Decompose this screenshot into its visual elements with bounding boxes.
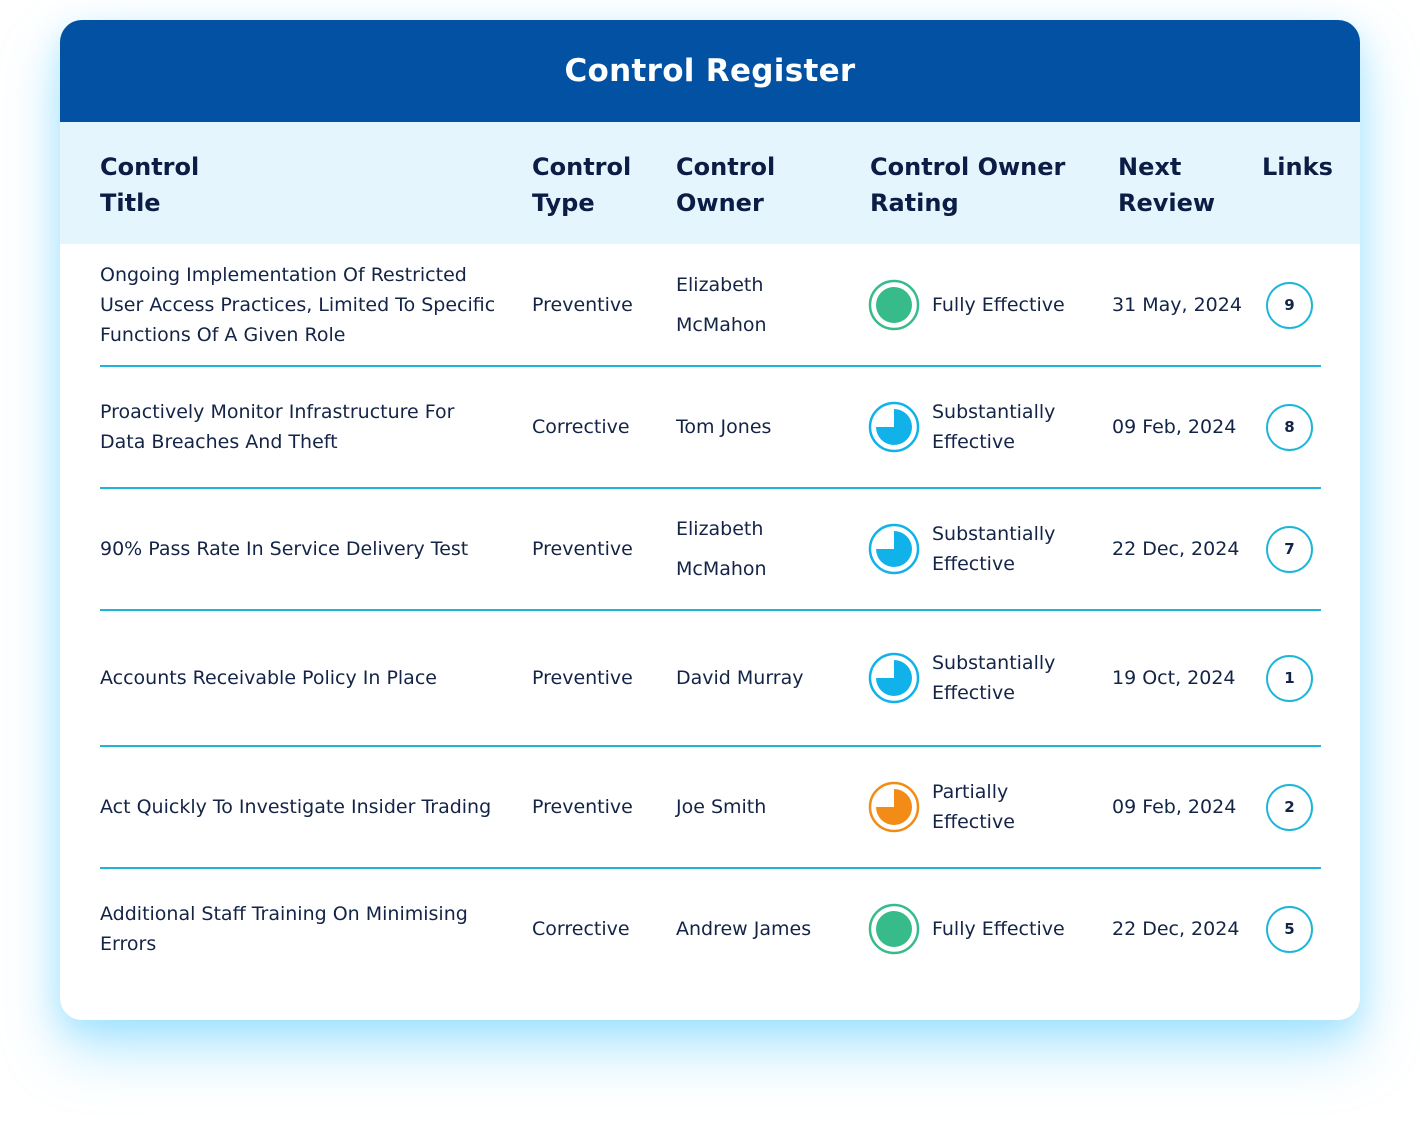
column-header-type-line1: Control: [532, 153, 632, 181]
control-register-card: [60, 20, 1360, 1020]
rating-label: Partially Effective: [932, 781, 1015, 833]
control-rating: [868, 366, 1078, 488]
column-header-title-line2: Title: [100, 189, 161, 217]
column-header-owner[interactable]: [676, 149, 775, 221]
control-rating: [868, 488, 1078, 610]
control-title: Additional Staff Training On Minimising Errors: [100, 903, 468, 955]
table-row[interactable]: [100, 610, 1321, 746]
rating-label: Fully Effective: [932, 294, 1065, 316]
links-count-badge[interactable]: 9: [1266, 282, 1313, 329]
table-row[interactable]: [100, 868, 1321, 990]
rating-label: Substantially Effective: [932, 523, 1056, 575]
rating-label: Substantially Effective: [932, 401, 1056, 453]
column-header-review-line1: Next: [1118, 153, 1182, 181]
column-header-rating[interactable]: [870, 149, 1065, 221]
next-review-date: 09 Feb, 2024: [1112, 796, 1237, 818]
control-type: Corrective: [532, 416, 630, 438]
control-type: Preventive: [532, 667, 633, 689]
links-cell: [1266, 244, 1313, 366]
column-header-type[interactable]: [532, 149, 631, 221]
control-type: Preventive: [532, 538, 633, 560]
next-review-date: 22 Dec, 2024: [1112, 538, 1240, 560]
control-title: Accounts Receivable Policy In Place: [100, 667, 437, 689]
column-header-title[interactable]: [100, 149, 199, 221]
column-header-type-line2: Type: [532, 189, 595, 217]
next-review-date: 09 Feb, 2024: [1112, 416, 1237, 438]
control-title: Proactively Monitor Infrastructure For Data Breaches And Theft: [100, 401, 455, 453]
card-title: Control Register: [60, 20, 1360, 122]
control-owner: Elizabeth McMahon: [676, 274, 767, 336]
links-cell: [1266, 488, 1313, 610]
links-cell: [1266, 868, 1313, 990]
table-row[interactable]: [100, 366, 1321, 488]
next-review-date: 31 May, 2024: [1112, 294, 1242, 316]
column-header-rating-line2: Rating: [870, 189, 959, 217]
control-rating: [868, 610, 1078, 746]
column-header-title-line1: Control: [100, 153, 200, 181]
control-title: 90% Pass Rate In Service Delivery Test: [100, 538, 469, 560]
three-quarter-circle-icon: [868, 523, 920, 575]
column-header-review-line2: Review: [1118, 189, 1216, 217]
rating-label: Fully Effective: [932, 918, 1065, 940]
table-header: [60, 122, 1360, 244]
next-review-date: 22 Dec, 2024: [1112, 918, 1240, 940]
half-circle-icon: [868, 781, 920, 833]
links-count-badge[interactable]: 8: [1266, 404, 1313, 451]
links-count-badge[interactable]: 5: [1266, 906, 1313, 953]
column-header-links-line1: Links: [1262, 153, 1333, 181]
control-rating: [868, 868, 1078, 990]
column-header-review[interactable]: [1118, 149, 1215, 221]
links-cell: [1266, 746, 1313, 868]
table-row[interactable]: [100, 746, 1321, 868]
links-cell: [1266, 366, 1313, 488]
next-review-date: 19 Oct, 2024: [1112, 667, 1236, 689]
links-count-badge[interactable]: 1: [1266, 655, 1313, 702]
control-owner: Andrew James: [676, 918, 812, 940]
table-row[interactable]: [100, 244, 1321, 366]
control-type: Preventive: [532, 796, 633, 818]
three-quarter-circle-icon: [868, 652, 920, 704]
column-header-owner-line2: Owner: [676, 189, 764, 217]
control-type: Corrective: [532, 918, 630, 940]
full-circle-icon: [868, 903, 920, 955]
three-quarter-circle-icon: [868, 401, 920, 453]
column-header-links[interactable]: [1262, 149, 1333, 185]
control-owner: Tom Jones: [676, 416, 772, 438]
links-cell: [1266, 610, 1313, 746]
control-title: Act Quickly To Investigate Insider Trading: [100, 796, 492, 818]
control-owner: David Murray: [676, 667, 804, 689]
full-circle-icon: [868, 279, 920, 331]
control-title: Ongoing Implementation Of Restricted User Access Practices, Limited To Specific Functions Of A Given Role: [100, 264, 496, 346]
table-row[interactable]: [100, 488, 1321, 610]
column-header-rating-line1: Control Owner: [870, 153, 1066, 181]
control-owner: Elizabeth McMahon: [676, 518, 767, 580]
column-header-owner-line1: Control: [676, 153, 776, 181]
control-owner: Joe Smith: [676, 796, 767, 818]
links-count-badge[interactable]: 7: [1266, 526, 1313, 573]
control-type: Preventive: [532, 294, 633, 316]
rating-label: Substantially Effective: [932, 652, 1056, 704]
links-count-badge[interactable]: 2: [1266, 784, 1313, 831]
control-rating: [868, 746, 1078, 868]
control-rating: [868, 244, 1078, 366]
